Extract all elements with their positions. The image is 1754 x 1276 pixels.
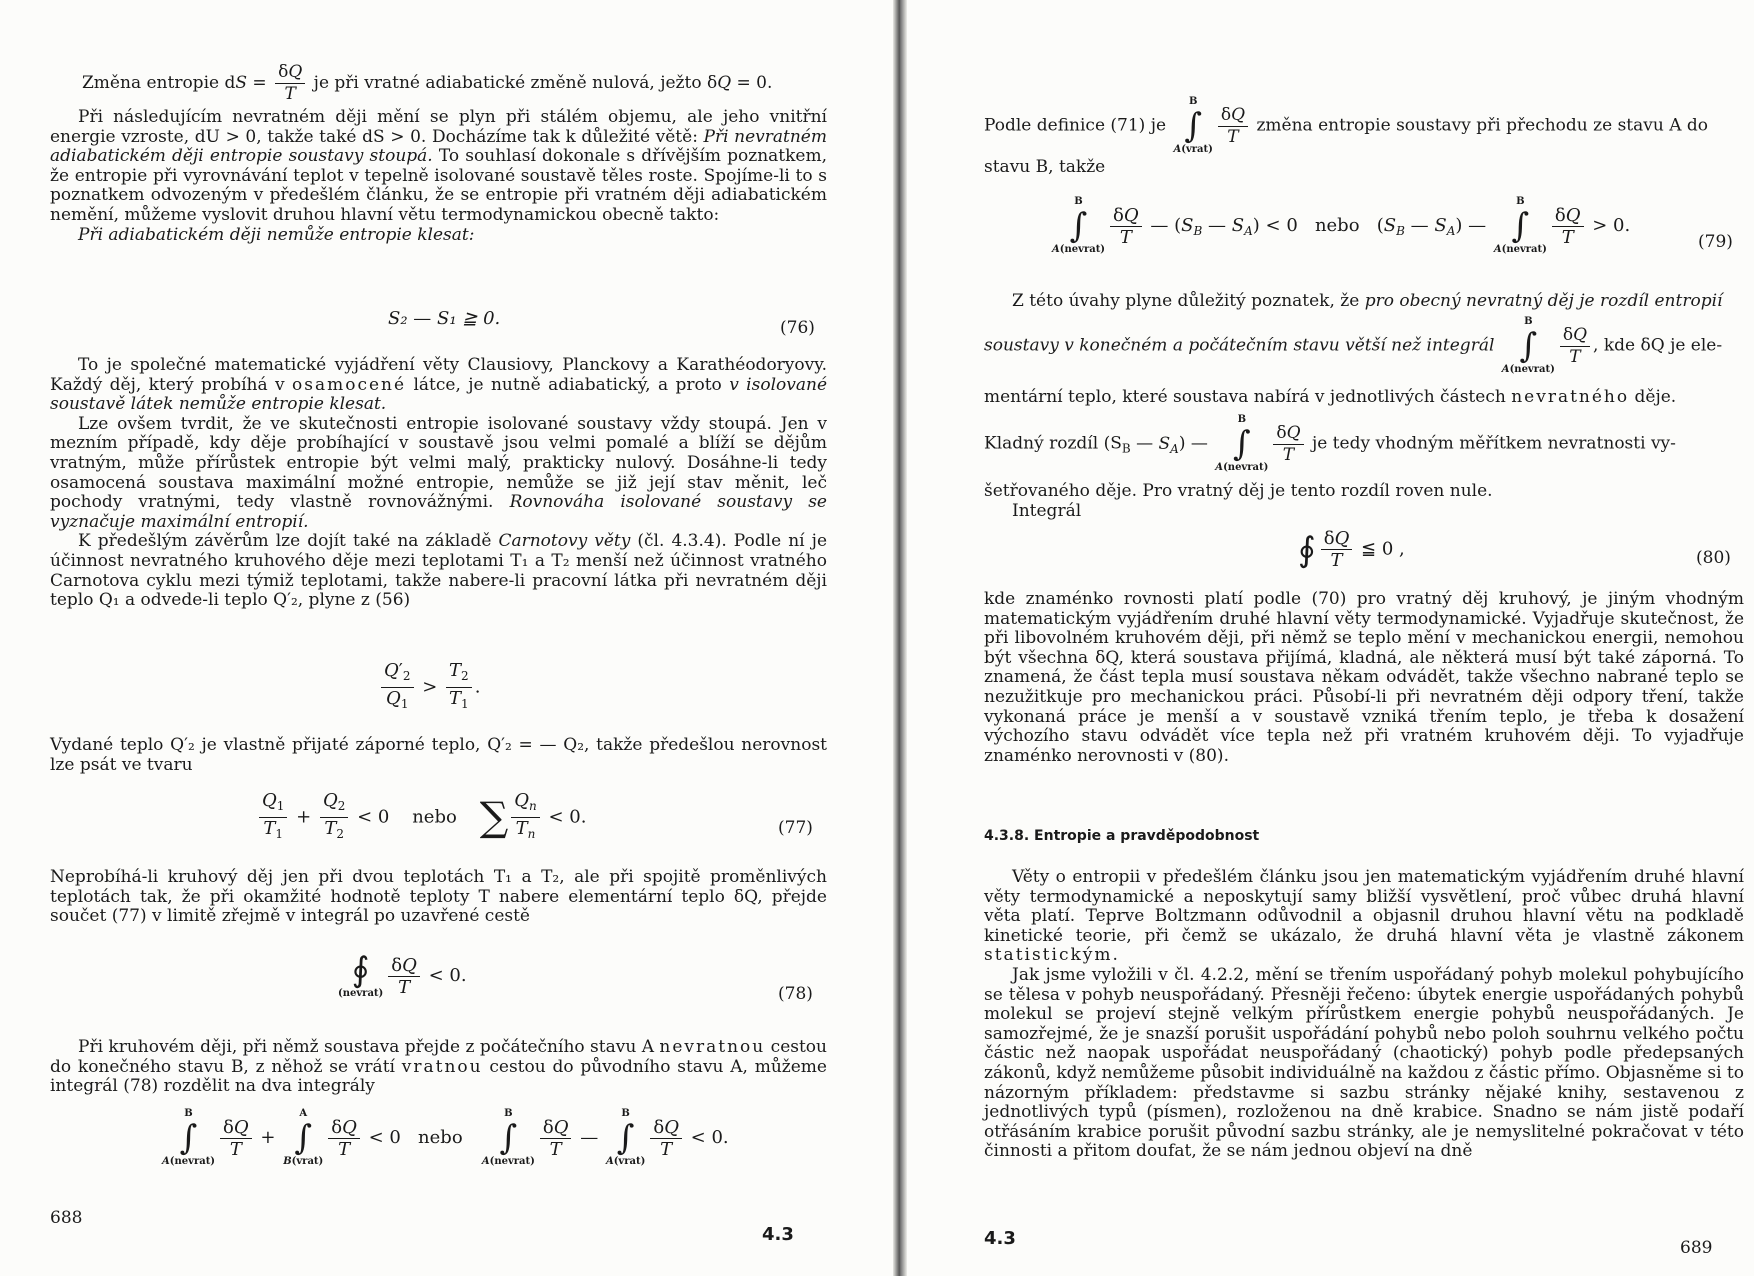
- equation-77: $\frac{Q_1}{T_1}$ + $\frac{Q_2}{T_2}$ < 0 nebo ∑ $\frac{Q_n}{T_n}$ < 0.: [256, 790, 586, 845]
- paragraph-irreversible: Při následujícím nevratném ději mění se plyn při stálém objemu, ale jeho vnitřní energie vzroste, dU > 0, takže také dS > 0. Docházíme tak k důležité větě: Při nevratném adiabatickém ději entropie soustavy stoupá. To souhlasí dokonale s dřívějším poznatkem, že entropie při vyrovnávání teplot v tepelně isolované soustavě těles roste. Spojíme-li to s poznatkem odvozeným v předešlém článku, že se entropie při vratném ději adiabatickém nemění, můžeme vyslovit druhou hlavní větu termodynamickou obecně takto: Při adiabatickém ději nemůže entropie klesat:: [50, 107, 828, 245]
- section-marker-left: 4.3: [762, 1224, 794, 1245]
- entropy-change-line: Změna entropie dS = $\frac{\delta Q}{T}$ je při vratné adiabatické změně nulová, ježto δQ = 0.: [82, 62, 773, 104]
- equation-77-number: (77): [778, 818, 813, 838]
- definition-line-end: stavu B, takže: [984, 157, 1106, 177]
- positive-difference-line: Kladný rozdíl ($S_B$ — $S_A$) — B ∫ A(nevrat) $\frac{\delta Q}{T}$ je tedy vhodným měřítkem nevratnosti vy-: [984, 414, 1676, 473]
- integral-line: soustavy v konečném a počátečním stavu větší než integrál B ∫ A(nevrat) $\frac{\delta Q}{T}$ , kde δQ je ele-: [984, 316, 1723, 375]
- definition-line: Podle definice (71) je B ∫ A(vrat) $\frac{\delta Q}{T}$ změna entropie soustavy při přechodu ze stavu A do: [984, 96, 1709, 155]
- section-heading: 4.3.8. Entropie a pravděpodobnost: [984, 828, 1260, 844]
- paragraph-cycle: Při kruhovém ději, při němž soustava přejde z počátečního stavu A nevratnou cestou do konečného stavu B, z něhož se vrátí vratnou cestou do původního stavu A, můžeme integrál (78) rozdělit na dva integrály: [50, 1037, 827, 1097]
- section-marker-right: 4.3: [984, 1228, 1016, 1249]
- page-number-left: 688: [50, 1208, 83, 1228]
- equation-80-number: (80): [1696, 548, 1731, 568]
- paragraph-reversible-zero: šetřovaného děje. Pro vratný děj je tento rozdíl roven nule. Integrál: [984, 481, 1493, 521]
- equation-76: S₂ — S₁ ≧ 0.: [388, 308, 501, 329]
- paragraph-released-heat: Vydané teplo Q′₂ je vlastně přijaté záporné teplo, Q′₂ = — Q₂, takže předešlou nerovnost lze psát ve tvaru: [50, 735, 827, 775]
- equation-80: ∮ $\frac{\delta Q}{T}$ ≦ 0 ,: [1298, 528, 1405, 571]
- paragraph-elementary: mentární teplo, které soustava nabírá v jednotlivých částech nevratného děje.: [984, 387, 1677, 407]
- right-page: [900, 0, 1754, 1276]
- equation-79: B ∫ A(nevrat) $\frac{\delta Q}{T}$ — ($S_B$ — $S_A) < 0$ nebo ($S_B$ — $S_A$) — B ∫ A(nevrat) $\frac{\delta Q}{T}$ > 0.: [1052, 196, 1631, 255]
- paragraph-clausius: To je společné matematické vyjádření věty Clausiovy, Planckovy a Karathéodoryovy. Každý děj, který probíhá v osamocené látce, je nutně adiabatický, a proto v isolované soustavě látek nemůže entropie klesat. Lze ovšem tvrdit, že ve skutečnosti entropie isolované soustavy vždy stoupá. Jen v mezním případě, kdy děje probíhající v soustavě jsou velmi pomalé a blíží se dějům vratným, může přírůstek entropie být velmi malý, prakticky nulový. Dosáhne-li tedy osamocená soustava maximální možné entropie, nemůže se již její stav měnit, leč pochody vratnými, tedy vlastně rovnovážnými. Rovnováha isolované soustavy se vyznačuje maximální entropií. K předešlým závěrům lze dojít také na základě Carnotovy věty (čl. 4.3.4). Podle ní je účinnost nevratného kruhového děje mezi teplotami T₁ a T₂ menší než účinnost vratného Carnotova cyklu mezi týmiž teplotami, takže nabere-li pracovní látka při nevratném ději teplo Q₁ a odvede-li teplo Q′₂, plyne z (56): [50, 355, 828, 611]
- equation-76-number: (76): [780, 318, 815, 338]
- equation-78: ∮ (nevrat) $\frac{\delta Q}{T}$ < 0.: [338, 950, 467, 999]
- equation-split-integrals: B ∫ A(nevrat) $\frac{\delta Q}{T}$ + A ∫ B(vrat) $\frac{\delta Q}{T}$ < 0 nebo B ∫ A(nevrat) $\frac{\delta Q}{T}$ — B ∫ A(vrat) $\frac{\delta Q}{T}$ < 0.: [162, 1108, 729, 1167]
- inequality-q-over-t: $\frac{Q'_2}{Q_1}$ > $\frac{T_2}{T_1}$ .: [378, 660, 480, 715]
- paragraph-important: Z této úvahy plyne důležitý poznatek, že pro obecný nevratný děj je rozdíl entropií: [1012, 291, 1723, 311]
- equation-79-number: (79): [1698, 232, 1733, 252]
- paragraph-boltzmann: Věty o entropii v předešlém článku jsou jen matematickým vyjádřením druhé hlavní věty termodynamické a neposkytují samy bližší vysvětlení, proč vůbec druhá hlavní věta platí. Teprve Boltzmann odůvodnil a objasnil druhou hlavní větu na podkladě kinetické teorie, při čemž se ukázalo, že druhá hlavní věta je vlastně zákonem statistickým. Jak jsme vyložili v čl. 4.2.2, mění se třením uspořádaný pohyb molekul pohybujícího se tělesa v pohyb neuspořádaný. Přesněji řečeno: úbytek energie uspořádaných pohybů molekul se projeví stejně velkým přírůstkem energie pohybů neuspořádaných. Je samozřejmé, že je snazší porušit uspořádání pohybů nebo poloh souhrnu velkého počtu částic než naopak uspořádat neuspořádaný (chaotický) pohyb podle předepsaných zákonů, když nemůžeme působit individuálně na každou z částic přímo. Objasněme si to názorným příkladem: představme si sazbu stránky nějaké knihy, sestavenou z jednotlivých typů (písmen), rozloženou na dně krabice. Snadno se nám jistě podaří otřásáním krabice porušit původní sazbu stránky, ale je nemyslitelné pokračovat v této činnosti a přitom doufat, že se nám jednou objeví na dně: [984, 867, 1744, 1162]
- paragraph-equality-sign: kde znaménko rovnosti platí podle (70) pro vratný děj kruhový, je jiným vhodným matematickým vyjádřením druhé hlavní věty termodynamické. Vyjadřuje skutečnost, že při libovolném kruhovém ději, při němž se teplo mění v mechanickou energii, nemohou být všechna δQ, která soustava přijímá, kladná, ale některá musí být také záporná. To znamená, že část tepla musí soustava někam odvádět, takže všechno nabrané teplo se nezužitkuje pro mechanickou práci. Působí-li při nevratném ději odpory tření, takže vykonaná práce je menší a v soustavě vzniká třením teplo, je třeba k dosažení výchozího stavu odvádět více tepla než při vratném kruhovém ději. To vyjadřuje znaménko nerovnosti v (80).: [984, 589, 1744, 766]
- paragraph-continuous: Neprobíhá-li kruhový děj jen při dvou teplotách T₁ a T₂, ale při spojitě proměnlivých teplotách tak, že při okamžité hodnotě teploty T nabere elementární teplo δQ, přejde součet (77) v limitě zřejmě v integrál po uzavřené cestě: [50, 867, 827, 927]
- page-number-right: 689: [1680, 1238, 1713, 1258]
- equation-78-number: (78): [778, 984, 813, 1004]
